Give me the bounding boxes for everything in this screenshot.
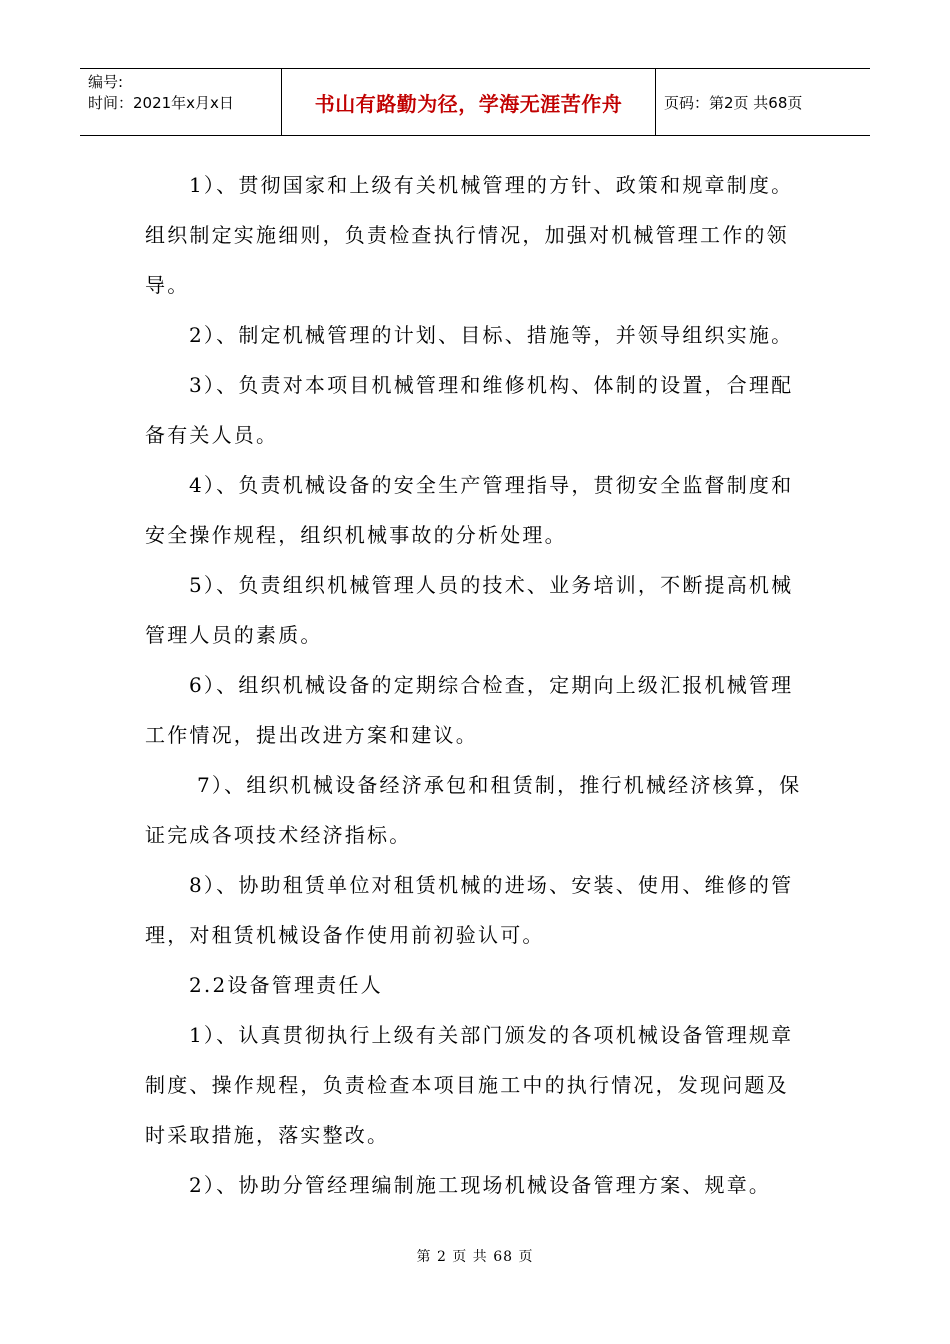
paragraph: 5）、负责组织机械管理人员的技术、业务培训，不断提高机械管理人员的素质。 — [145, 573, 794, 647]
header-meta — [80, 69, 282, 135]
header-motto: 书山有路勤为径，学海无涯苦作舟 — [282, 69, 656, 135]
document-number-label: 编号: — [88, 73, 124, 91]
document-time: 时间：2021年x月x日 — [88, 94, 234, 112]
paragraph: 1）、认真贯彻执行上级有关部门颁发的各项机械设备管理规章制度、操作规程，负责检查本项目施工中的执行情况，发现问题及时采取措施，落实整改。 — [145, 1023, 794, 1147]
paragraph: 4）、负责机械设备的安全生产管理指导，贯彻安全监督制度和安全操作规程，组织机械事故的分析处理。 — [145, 473, 794, 547]
paragraph: 2）、制定机械管理的计划、目标、措施等，并领导组织实施。 — [189, 323, 794, 347]
paragraph: 7）、组织机械设备经济承包和租赁制，推行机械经济核算，保证完成各项技术经济指标。 — [145, 773, 802, 847]
document-header — [80, 68, 870, 136]
paragraph: 6）、组织机械设备的定期综合检查，定期向上级汇报机械管理工作情况，提出改进方案和建议。 — [145, 673, 794, 747]
paragraph: 2）、协助分管经理编制施工现场机械设备管理方案、规章。 — [189, 1173, 772, 1197]
section-heading: 2.2设备管理责任人 — [189, 973, 383, 997]
paragraph: 8）、协助租赁单位对租赁机械的进场、安装、使用、维修的管理，对租赁机械设备作使用前初验认可。 — [145, 873, 794, 947]
paragraph: 3）、负责对本项目机械管理和维修机构、体制的设置，合理配备有关人员。 — [145, 373, 794, 447]
page-footer: 第 2 页 共 68 页 — [416, 1249, 534, 1265]
header-page-info: 页码：第2页 共68页 — [664, 93, 803, 112]
document-body — [145, 160, 810, 1210]
paragraph: 1）、贯彻国家和上级有关机械管理的方针、政策和规章制度。组织制定实施细则，负责检查执行情况，加强对机械管理工作的领导。 — [145, 173, 794, 297]
